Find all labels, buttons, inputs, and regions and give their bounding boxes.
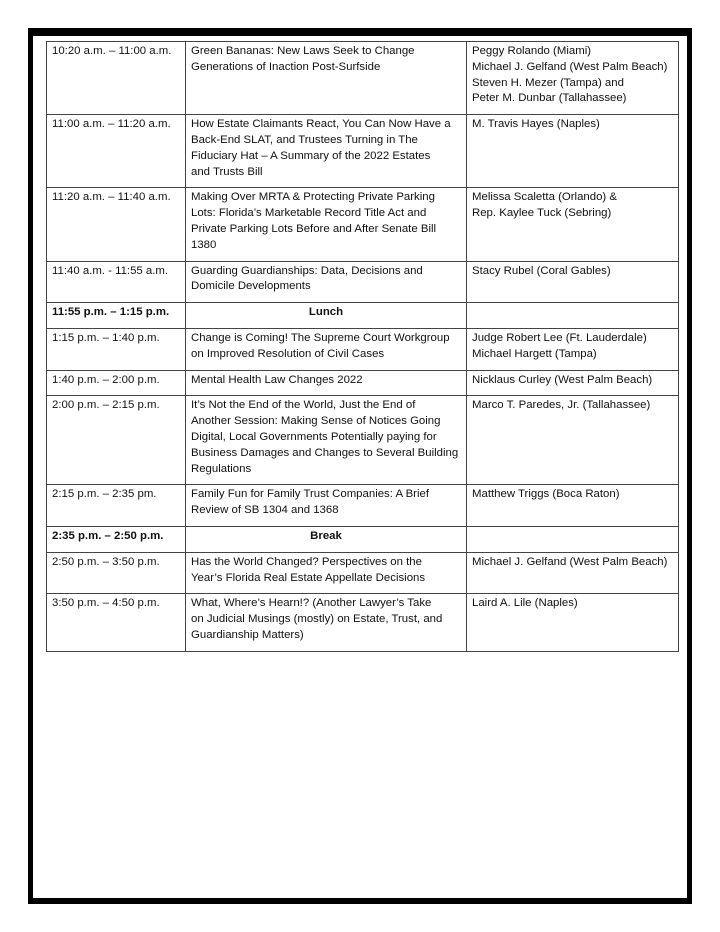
topic-cell — [186, 552, 467, 594]
topic-cell — [186, 328, 467, 370]
speaker-line: Melissa Scaletta (Orlando) & — [472, 191, 617, 204]
speaker-line: Rep. Kaylee Tuck (Sebring) — [472, 207, 612, 220]
topic-line: Private Parking Lots Before and After Senate Bill — [191, 222, 437, 235]
schedule-row — [47, 485, 679, 527]
speaker-line: M. Travis Hayes (Naples) — [472, 118, 600, 131]
schedule-table — [46, 41, 679, 652]
topic-cell — [186, 42, 467, 115]
break-label: Lunch — [186, 303, 467, 329]
topic-line: Has the World Changed? Perspectives on the — [191, 555, 422, 568]
topic-line: It’s Not the End of the World, Just the End of — [191, 399, 416, 412]
speaker-line: Peter M. Dunbar (Tallahassee) — [472, 92, 627, 105]
topic-line: Change is Coming! The Supreme Court Workgroup — [191, 331, 450, 344]
schedule-row-break — [47, 526, 679, 552]
topic-line: 1380 — [191, 238, 217, 251]
speakers-cell — [467, 328, 679, 370]
topic-line: on Improved Resolution of Civil Cases — [191, 347, 385, 360]
schedule-body — [47, 42, 679, 652]
speaker-line: Steven H. Mezer (Tampa) and — [472, 76, 624, 89]
speakers-cell — [467, 42, 679, 115]
time-cell: 2:15 p.m. – 2:35 pm. — [47, 485, 186, 527]
schedule-row — [47, 552, 679, 594]
speaker-line: Peggy Rolando (Miami) — [472, 45, 592, 57]
topic-line: and Trusts Bill — [191, 165, 263, 178]
topic-line: on Judicial Musings (mostly) on Estate, Trust, and — [191, 613, 443, 626]
topic-cell — [186, 396, 467, 485]
speaker-line: Stacy Rubel (Coral Gables) — [472, 264, 611, 277]
speaker-line: Judge Robert Lee (Ft. Lauderdale) — [472, 331, 647, 344]
speaker-line: Laird A. Lile (Naples) — [472, 597, 578, 610]
topic-line: Green Bananas: New Laws Seek to Change — [191, 45, 415, 57]
topic-line: Another Session: Making Sense of Notices Going — [191, 415, 441, 428]
topic-cell — [186, 188, 467, 261]
speaker-line: Nicklaus Curley (West Palm Beach) — [472, 373, 653, 386]
topic-line: What, Where’s Hearn!? (Another Lawyer’s Take — [191, 597, 432, 610]
speakers-cell — [467, 552, 679, 594]
schedule-row — [47, 188, 679, 261]
time-cell: 11:40 a.m. - 11:55 a.m. — [47, 261, 186, 303]
topic-line: Guarding Guardianships: Data, Decisions and — [191, 264, 423, 277]
time-cell: 1:15 p.m. – 1:40 p.m. — [47, 328, 186, 370]
topic-line: Guardianship Matters) — [191, 628, 304, 641]
time-cell: 10:20 a.m. – 11:00 a.m. — [47, 42, 186, 115]
topic-line: Making Over MRTA & Protecting Private Parking — [191, 191, 435, 204]
time-cell: 1:40 p.m. – 2:00 p.m. — [47, 370, 186, 396]
topic-cell — [186, 370, 467, 396]
topic-line: Regulations — [191, 462, 252, 475]
topic-cell — [186, 594, 467, 651]
schedule-row-lunch — [47, 303, 679, 329]
time-cell: 3:50 p.m. – 4:50 p.m. — [47, 594, 186, 651]
schedule-row — [47, 370, 679, 396]
speakers-cell — [467, 485, 679, 527]
time-cell: 2:35 p.m. – 2:50 p.m. — [47, 526, 186, 552]
speakers-cell — [467, 526, 679, 552]
topic-line: Generations of Inaction Post-Surfside — [191, 60, 381, 73]
schedule-row — [47, 115, 679, 188]
topic-line: Year’s Florida Real Estate Appellate Decisions — [191, 571, 426, 584]
topic-line: Business Damages and Changes to Several Building — [191, 446, 459, 459]
speakers-cell — [467, 188, 679, 261]
topic-line: Lots: Florida’s Marketable Record Title Act and — [191, 207, 427, 220]
speakers-cell — [467, 303, 679, 329]
break-label: Break — [186, 526, 467, 552]
schedule-row — [47, 396, 679, 485]
schedule-row — [47, 328, 679, 370]
topic-line: Family Fun for Family Trust Companies: A Brief — [191, 488, 430, 501]
speaker-line: Michael Hargett (Tampa) — [472, 347, 597, 360]
topic-line: Fiduciary Hat – A Summary of the 2022 Estates — [191, 149, 431, 162]
schedule-row — [47, 42, 679, 115]
time-cell: 2:50 p.m. – 3:50 p.m. — [47, 552, 186, 594]
speakers-cell — [467, 261, 679, 303]
time-cell: 11:55 p.m. – 1:15 p.m. — [47, 303, 186, 329]
time-cell: 11:00 a.m. – 11:20 a.m. — [47, 115, 186, 188]
topic-line: Back-End SLAT, and Trustees Turning in The — [191, 133, 418, 146]
speaker-line: Michael J. Gelfand (West Palm Beach) — [472, 60, 668, 73]
speaker-line: Michael J. Gelfand (West Palm Beach) — [472, 555, 668, 568]
topic-line: Mental Health Law Changes 2022 — [191, 373, 363, 386]
topic-cell — [186, 261, 467, 303]
speakers-cell — [467, 370, 679, 396]
speaker-line: Marco T. Paredes, Jr. (Tallahassee) — [472, 399, 651, 412]
speaker-line: Matthew Triggs (Boca Raton) — [472, 488, 620, 501]
speakers-cell — [467, 115, 679, 188]
speakers-cell — [467, 594, 679, 651]
topic-line: Domicile Developments — [191, 280, 311, 293]
topic-cell — [186, 485, 467, 527]
time-cell: 11:20 a.m. – 11:40 a.m. — [47, 188, 186, 261]
schedule-row — [47, 594, 679, 651]
time-cell: 2:00 p.m. – 2:15 p.m. — [47, 396, 186, 485]
topic-line: Digital, Local Governments Potentially paying for — [191, 430, 437, 443]
speakers-cell — [467, 396, 679, 485]
topic-cell — [186, 115, 467, 188]
topic-line: Review of SB 1304 and 1368 — [191, 504, 339, 517]
schedule-row — [47, 261, 679, 303]
topic-line: How Estate Claimants React, You Can Now Have a — [191, 118, 451, 131]
